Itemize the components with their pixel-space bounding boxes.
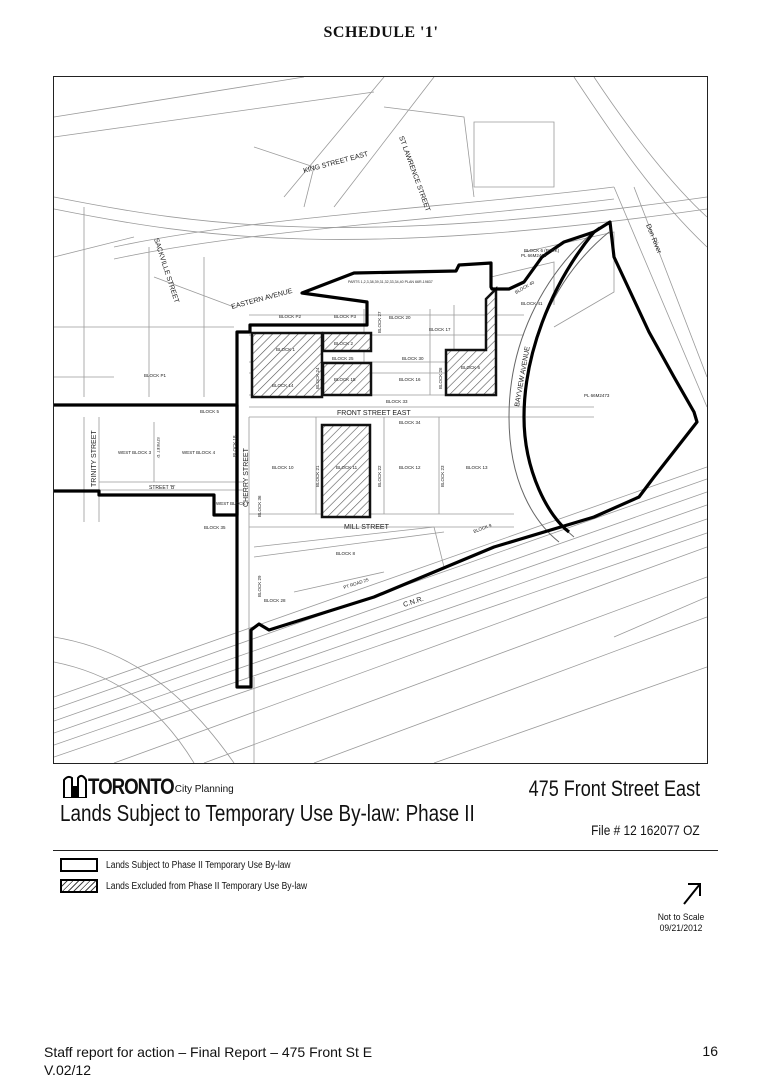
label-block-40: BLOCK 40 [514, 279, 536, 295]
scale-note-date: 09/21/2012 [659, 923, 703, 934]
legend-swatch-outline [60, 858, 98, 872]
label-block-13: BLOCK 13 [466, 465, 488, 470]
label-plan-66m: PL 66M2473 [521, 253, 547, 258]
label-block-27: BLOCK 27 [377, 311, 382, 333]
label-block-2: BLOCK 2 [334, 341, 354, 346]
label-west-block-4: WEST BLOCK 4 [182, 450, 216, 455]
label-eastern-avenue: EASTERN AVENUE [230, 287, 294, 311]
label-mill-street: MILL STREET [344, 524, 389, 531]
label-block-p2: BLOCK P2 [279, 314, 302, 319]
label-cherry-street: CHERRY STREET [243, 448, 250, 507]
label-block-29: BLOCK 29 [257, 575, 262, 597]
label-block-15: BLOCK 15 [334, 377, 356, 382]
label-block-28: BLOCK 28 [264, 598, 286, 603]
label-trinity-street: TRINITY STREET [91, 430, 98, 487]
label-block-34: BLOCK 34 [399, 420, 421, 425]
label-block-6: BLOCK 6 [461, 365, 481, 370]
label-bayview-avenue: BAYVIEW AVENUE [514, 345, 532, 408]
footer-report-title: Staff report for action – Final Report – 475 Front St E [44, 1044, 373, 1060]
label-block-22: BLOCK 22 [377, 465, 382, 487]
label-block-41: BLOCK 41 [521, 301, 543, 306]
legend-swatch-hatched [60, 879, 98, 893]
page-number: 16 [702, 1043, 718, 1059]
label-front-street: FRONT STREET EAST [337, 410, 411, 417]
scale-note [658, 912, 705, 934]
label-block-36: BLOCK 36 [257, 495, 262, 517]
logo-wordmark: TORONTO [88, 774, 174, 799]
map-heading: Lands Subject to Temporary Use By-law: Phase II [60, 800, 475, 826]
label-block-12: BLOCK 12 [399, 465, 421, 470]
north-arrow-icon [680, 880, 704, 911]
label-block-18: BLOCK 18 [232, 435, 237, 457]
legend-label-excluded: Lands Excluded from Phase II Temporary Use By-law [106, 880, 308, 892]
label-block-21: BLOCK 21 [315, 465, 320, 487]
legend-excluded-lands [60, 879, 343, 893]
label-block-1: BLOCK 1 [276, 347, 296, 352]
label-west-block-7: WEST BLOCK 7 [216, 501, 250, 506]
footer [44, 1043, 372, 1079]
label-parts: PARTS 1,2,3,38,39,31,32,33,34,40 PLAN 66R-19837 [348, 280, 433, 284]
label-block-5: BLOCK 5 [200, 409, 220, 414]
label-block-20: BLOCK 20 [389, 315, 411, 320]
label-street-b: STREET 'B' [149, 485, 176, 491]
label-block-11: BLOCK 11 [336, 465, 358, 470]
label-plan-67: PL 66M2473 [584, 393, 610, 398]
scale-note-text: Not to Scale [657, 912, 705, 923]
label-block-14: BLOCK 14 [272, 383, 294, 388]
label-don-river: Don River [644, 223, 663, 255]
excluded-lands [252, 289, 496, 517]
label-block-8: BLOCK 8 [336, 551, 356, 556]
site-map-drawing [54, 77, 707, 763]
file-number: File # 12 162077 OZ [591, 822, 700, 838]
label-block-33: BLOCK 33 [386, 399, 408, 404]
logo-subtitle: City Planning [174, 784, 234, 795]
subject-lands-boundary [237, 222, 697, 687]
label-st-lawrence: ST LAWRENCE STREET [397, 135, 431, 213]
label-cnr: C.N.R. [402, 595, 425, 609]
label-block-16: BLOCK 16 [399, 377, 421, 382]
city-hall-logo-icon [62, 772, 88, 798]
background-linework [54, 77, 707, 763]
label-pt-road: PT ROAD 25 [342, 577, 370, 590]
toronto-logo [62, 766, 234, 798]
label-west-block-3: WEST BLOCK 3 [118, 450, 152, 455]
label-block-9: BLOCK 9 [472, 522, 493, 534]
footer-version: V.02/12 [44, 1062, 91, 1078]
label-block-30: BLOCK 30 [402, 356, 424, 361]
label-sackville: SACKVILLE STREET [152, 237, 180, 305]
label-street-d: STREET 'D' [156, 437, 161, 459]
site-address: 475 Front Street East [528, 776, 700, 801]
label-block-24: BLOCK 24 [315, 367, 320, 389]
divider [53, 850, 718, 851]
legend-subject-lands [60, 858, 323, 872]
legend-label-subject: Lands Subject to Phase II Temporary Use By-law [106, 859, 291, 871]
label-king-street: KING STREET EAST [302, 150, 370, 175]
schedule-title: SCHEDULE '1' [323, 24, 439, 41]
label-block-6-park: BLOCK 6 (PARK) [524, 248, 560, 253]
label-block-26: BLOCK 26 [438, 367, 443, 389]
label-block-p1: BLOCK P1 [144, 373, 167, 378]
label-block-p3: BLOCK P3 [334, 314, 357, 319]
site-map [53, 76, 708, 764]
label-block-35: BLOCK 35 [204, 525, 226, 530]
label-block-25: BLOCK 25 [332, 356, 354, 361]
label-block-10: BLOCK 10 [272, 465, 294, 470]
subject-lands-west [54, 405, 237, 515]
label-block-23: BLOCK 23 [440, 465, 445, 487]
label-block-17: BLOCK 17 [429, 327, 451, 332]
